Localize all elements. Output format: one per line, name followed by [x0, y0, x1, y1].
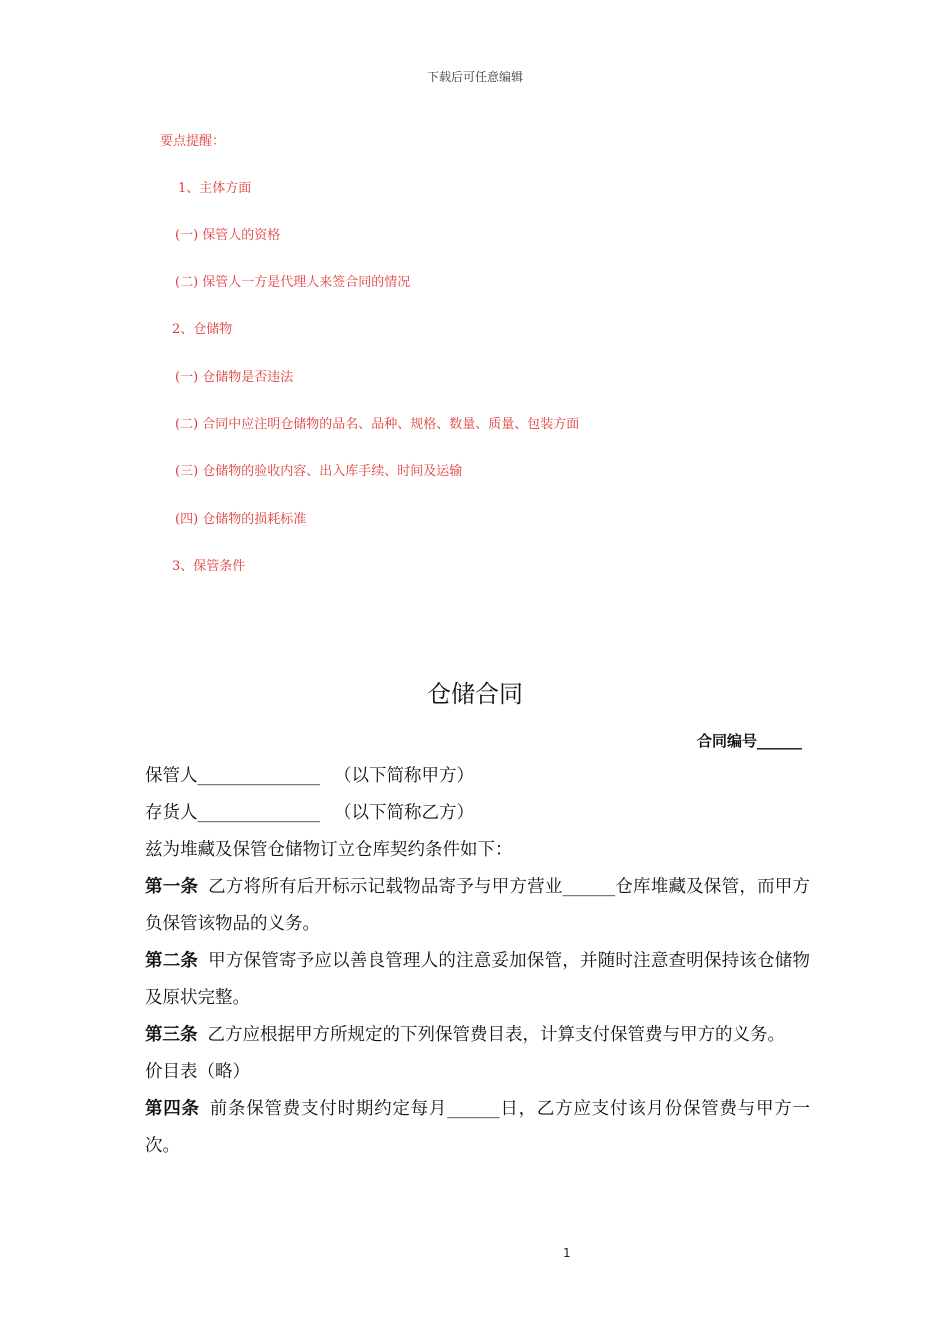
key-point-item: (二) 合同中应注明仓储物的品名、品种、规格、数量、质量、包装方面	[175, 417, 580, 432]
page-header: 下载后可任意编辑	[426, 70, 523, 84]
article-label: 第二条	[145, 951, 199, 971]
key-point-item: (四) 仓储物的损耗标准	[175, 512, 307, 527]
article-text: 前条保管费支付时期约定每月______日，乙方应支付该月份保管费与甲方一次。	[145, 1099, 811, 1156]
contract-body	[145, 758, 810, 1165]
party-b-note: （以下简称乙方）	[334, 803, 474, 823]
key-point-item: (三) 仓储物的验收内容、出入库手续、时间及运输	[175, 464, 463, 479]
contract-title: 仓储合同	[427, 680, 523, 708]
party-b-label: 存货人______________	[145, 803, 320, 823]
contract-intro: 兹为堆藏及保管仓储物订立仓库契约条件如下：	[145, 840, 513, 860]
article-label: 第四条	[145, 1099, 200, 1119]
article-text: 乙方应根据甲方所规定的下列保管费目表，计算支付保管费与甲方的义务。	[207, 1025, 785, 1045]
article-text: 乙方将所有后开标示记载物品寄予与甲方营业______仓库堆藏及保管，而甲方负保管该物品的义务。	[145, 877, 811, 934]
article-2	[145, 943, 810, 1017]
key-point-item: (一) 保管人的资格	[175, 228, 281, 243]
key-point-item: 2、仓储物	[172, 322, 233, 337]
article-4	[145, 1091, 810, 1165]
contract-number: 合同编号______	[696, 732, 802, 750]
article-3	[145, 1017, 810, 1054]
article-label: 第三条	[145, 1025, 198, 1045]
party-a-label: 保管人______________	[145, 766, 320, 786]
key-point-item: 1、主体方面	[178, 181, 252, 196]
key-points-heading: 要点提醒：	[160, 134, 226, 149]
page-number: 1	[563, 1246, 571, 1260]
key-point-item: 3、保管条件	[172, 559, 246, 574]
party-a-line	[145, 758, 810, 795]
party-a-note: （以下简称甲方）	[334, 766, 474, 786]
price-list-line: 价目表（略）	[145, 1062, 250, 1082]
key-point-item: (一) 仓储物是否违法	[175, 370, 294, 385]
article-1	[145, 869, 810, 943]
article-label: 第一条	[145, 877, 199, 897]
key-point-item: (二) 保管人一方是代理人来签合同的情况	[175, 275, 411, 290]
party-b-line	[145, 795, 810, 832]
article-text: 甲方保管寄予应以善良管理人的注意妥加保管，并随时注意查明保持该仓储物及原状完整。	[145, 951, 810, 1008]
